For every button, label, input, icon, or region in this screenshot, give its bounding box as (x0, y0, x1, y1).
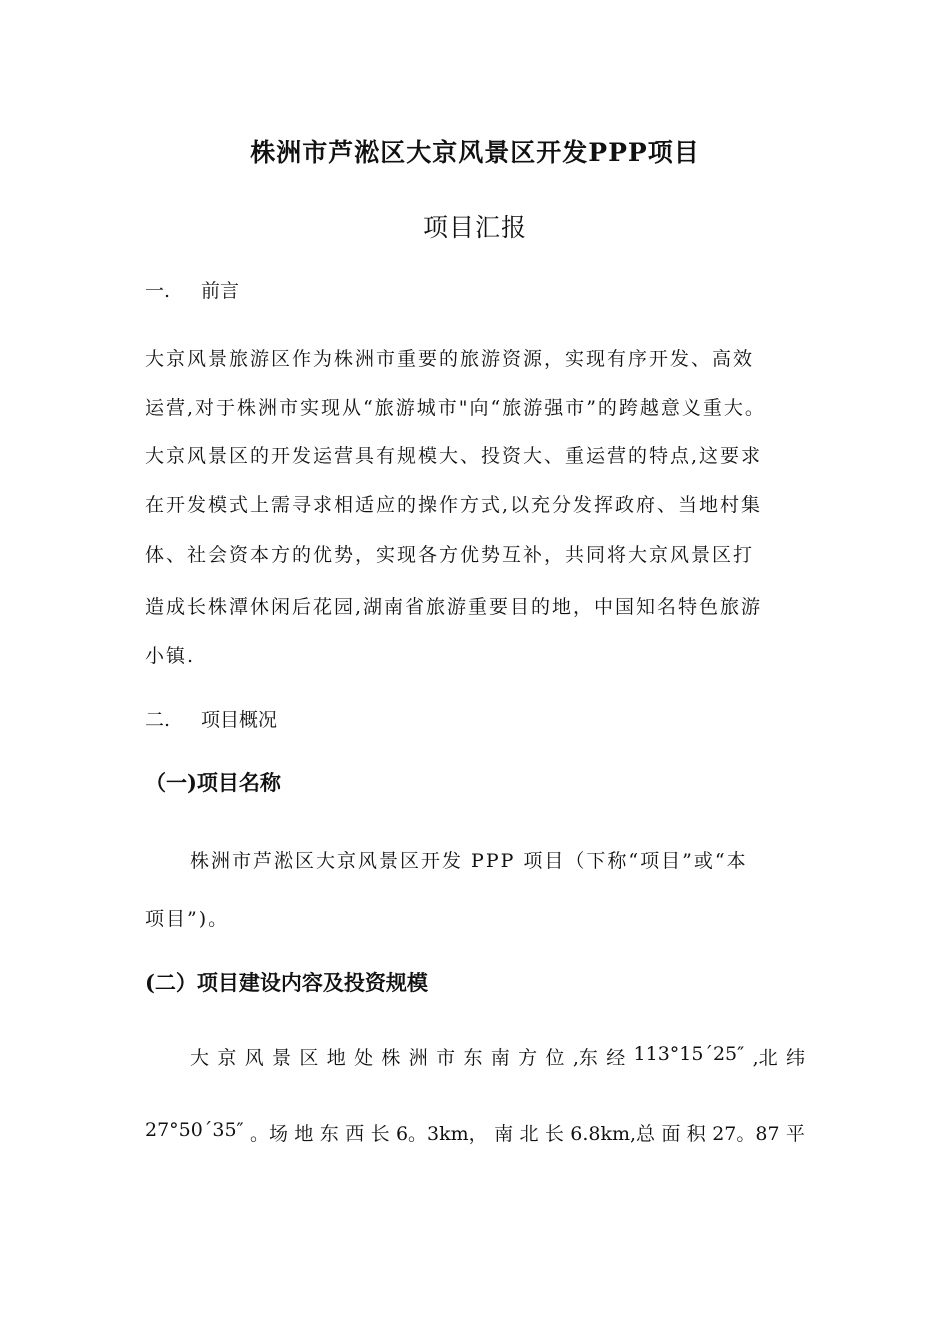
section-heading-preface (145, 276, 239, 303)
section-number: 一. (145, 280, 171, 302)
word: 积 (686, 1123, 706, 1145)
word: 京 (217, 1047, 237, 1069)
word: 景 (272, 1047, 292, 1069)
word: 大 (190, 1047, 210, 1069)
word: 面 (661, 1123, 681, 1145)
word: 风 (244, 1047, 264, 1069)
word: 位 (545, 1047, 565, 1069)
word: 27°50´35″ (145, 1119, 244, 1141)
document-title: 株洲市芦淞区大京风景区开发PPP项目 (250, 138, 700, 167)
paragraph-line: 大京风景区的开发运营具有规模大、投资大、重运营的特点,这要求 (145, 445, 763, 467)
document-subtitle: 项目汇报 (422, 213, 527, 242)
word: 27。87 (712, 1123, 780, 1145)
word: 市 (436, 1047, 456, 1069)
word: 经 (606, 1047, 626, 1069)
paragraph-line: 项目”)。 (145, 908, 230, 930)
paragraph-line: 小镇. (145, 645, 196, 667)
word: ,北 (752, 1047, 778, 1069)
word: 113°15´25″ (633, 1043, 745, 1065)
paragraph-line: 运营,对于株洲市实现从“旅游城市"向“旅游强市”的跨越意义重大。 (145, 397, 766, 419)
word: 洲 (408, 1047, 428, 1069)
word: 区 (299, 1047, 319, 1069)
word: 地 (326, 1047, 346, 1069)
word: 平 (785, 1123, 805, 1145)
word: 东 (463, 1047, 483, 1069)
justified-line-1 (190, 1043, 805, 1070)
word: 长 (544, 1123, 564, 1145)
subsection-heading-name: （一)项目名称 (145, 770, 281, 795)
section-title: 项目概况 (201, 709, 278, 731)
justified-line-2 (145, 1119, 805, 1146)
paragraph-line: 大京风景旅游区作为株洲市重要的旅游资源，实现有序开发、高效 (145, 348, 755, 370)
word: 南 (490, 1047, 510, 1069)
word: 6.8km,总 (570, 1123, 656, 1145)
word: 株 (381, 1047, 401, 1069)
word: 南 (494, 1123, 514, 1145)
word: 西 (345, 1123, 365, 1145)
word: 6。3km， (395, 1123, 488, 1145)
word: 纬 (785, 1047, 805, 1069)
word: 处 (354, 1047, 374, 1069)
word: 东 (319, 1123, 339, 1145)
paragraph-line: 体、社会资本方的优势，实现各方优势互补，共同将大京风景区打 (145, 544, 755, 566)
subsection-heading-scope: (二）项目建设内容及投资规模 (145, 970, 428, 995)
word: 地 (294, 1123, 314, 1145)
word: 。场 (250, 1123, 289, 1145)
word: ,东 (572, 1047, 598, 1069)
paragraph-line: 株洲市芦淞区大京风景区开发 PPP 项目（下称“项目”或“本 (190, 850, 748, 872)
section-number: 二. (145, 709, 171, 731)
word: 长 (370, 1123, 390, 1145)
paragraph-line: 在开发模式上需寻求相适应的操作方式,以充分发挥政府、当地村集 (145, 494, 763, 516)
section-heading-overview (145, 705, 277, 732)
section-title: 前言 (201, 280, 240, 302)
paragraph-line: 造成长株潭休闲后花园,湖南省旅游重要目的地，中国知名特色旅游 (145, 596, 763, 618)
word: 方 (518, 1047, 538, 1069)
word: 北 (519, 1123, 539, 1145)
